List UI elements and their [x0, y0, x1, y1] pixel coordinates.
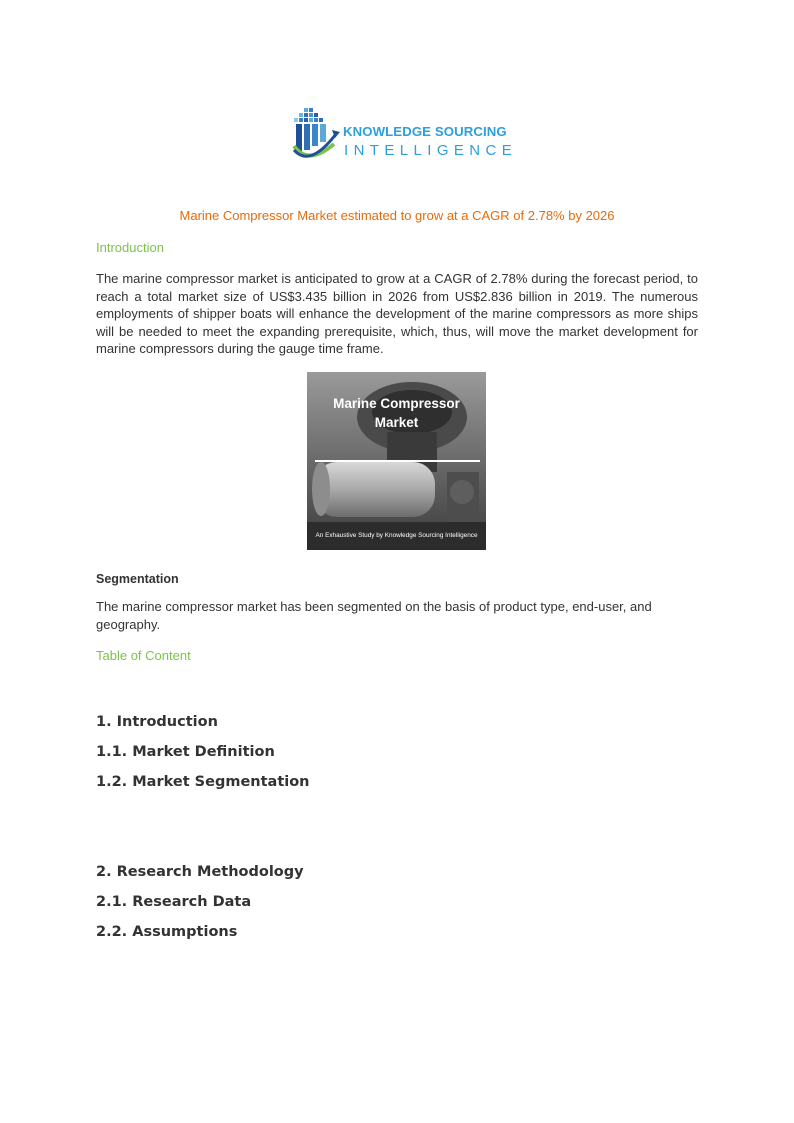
report-cover-image [307, 372, 486, 550]
toc-item-research-data: 2.1. Research Data [96, 894, 252, 910]
cover-caption: An Exhaustive Study by Knowledge Sourcing Intelligence [315, 532, 478, 539]
logo-wordmark-bottom: INTELLIGENCE [344, 142, 518, 159]
segmentation-heading: Segmentation [96, 572, 179, 586]
toc-item-research-methodology: 2. Research Methodology [96, 864, 304, 880]
cover-title-line-2: Market [374, 415, 419, 430]
document-title: Marine Compressor Market estimated to grow at a CAGR of 2.78% by 2026 [179, 208, 615, 223]
introduction-paragraph: The marine compressor market is anticipated to grow at a CAGR of 2.78% during the forecast period, to reach a total market size of US$3.435 billion in 2026 from US$2.836 billion in 2019. The numerous employments of shipper boats will enhance the development of the marine compressors as more ships will be needed to meet the expanding prerequisite, which, thus, will move the market development for marine compressors during the gauge time frame. [96, 271, 698, 356]
cover-title [307, 394, 486, 432]
toc-item-assumptions: 2.2. Assumptions [96, 924, 238, 940]
table-of-content-label: Table of Content [96, 648, 191, 663]
logo-wordmark-top: KNOWLEDGE SOURCING [343, 124, 507, 139]
toc-item-market-segmentation: 1.2. Market Segmentation [96, 774, 310, 790]
logo-mark-icon [290, 104, 340, 166]
toc-item-market-definition: 1.1. Market Definition [96, 744, 275, 760]
cover-divider [315, 460, 480, 462]
cover-title-line-1: Marine Compressor [333, 396, 460, 411]
toc-item-introduction: 1. Introduction [96, 714, 218, 730]
company-logo [290, 104, 518, 166]
introduction-label: Introduction [96, 240, 164, 255]
segmentation-paragraph: The marine compressor market has been segmented on the basis of product type, end-user, and geography. [96, 599, 652, 632]
